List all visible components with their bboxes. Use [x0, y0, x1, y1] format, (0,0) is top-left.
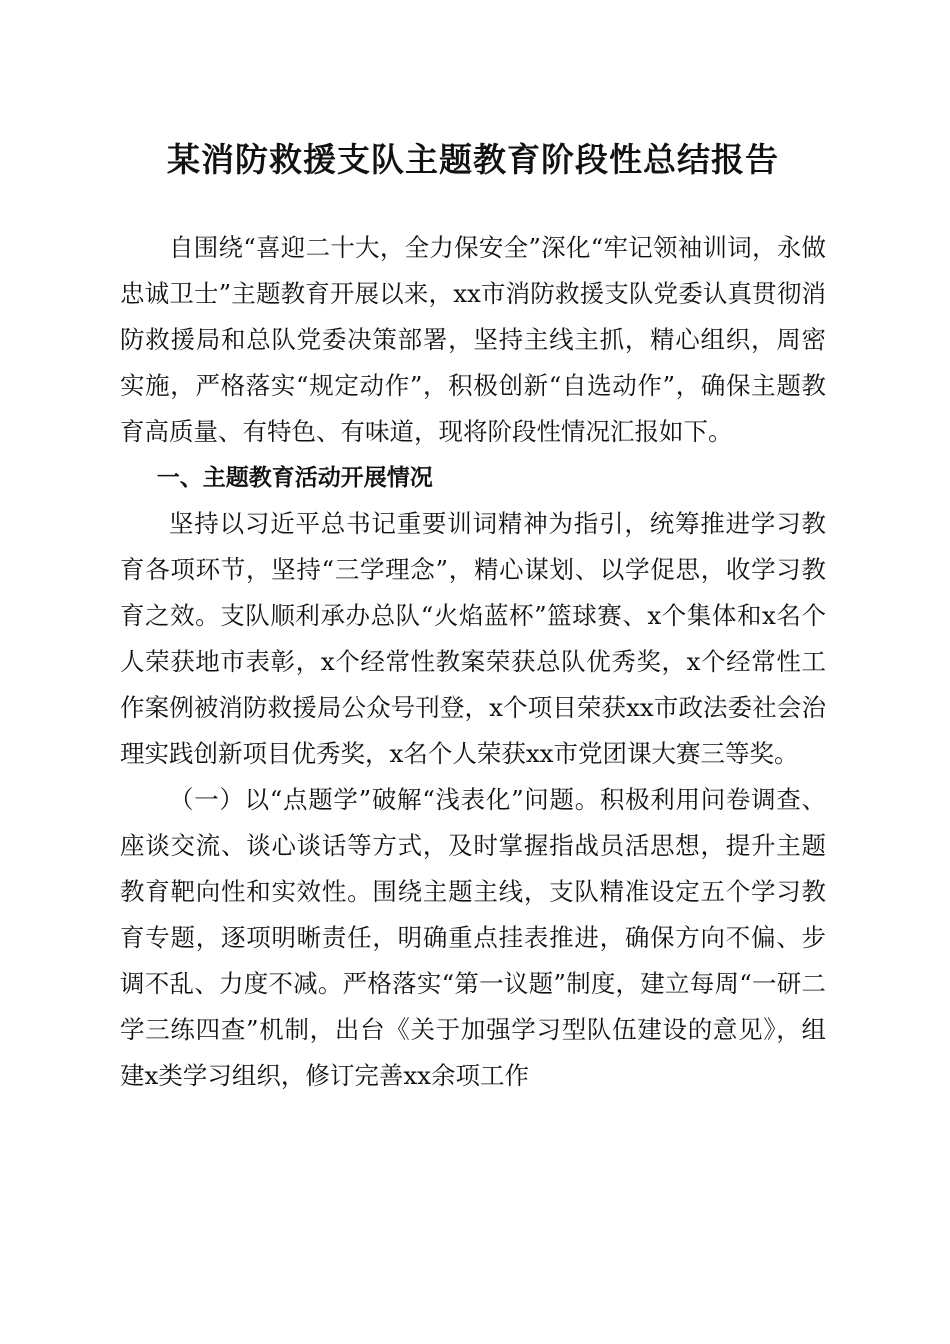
section-heading: 一、主题教育活动开展情况	[156, 465, 433, 491]
section-body-paragraph: 坚持以习近平总书记重要训词精神为指引，统筹推进学习教育各项环节，坚持“三学理念”，精心谋划、以学促思，收学习教育之效。支队顺利承办总队“火焰蓝杯”篮球赛、x个集体和x名个人荣获地市表彰，x个经常性教案荣获总队优秀奖，x个经常性工作案例被消防救援局公众号刊登，x个项目荣获xx市政法委社会治理实践创新项目优秀奖，x名个人荣获xx市党团课大赛三等奖。	[120, 509, 826, 768]
document-page	[120, 132, 826, 1099]
intro-paragraph: 自围绕“喜迎二十大，全力保安全”深化“牢记领袖训词，永做忠诚卫士”主题教育开展以来，xx市消防救援支队党委认真贯彻消防救援局和总队党委决策部署，坚持主线主抓，精心组织，周密实施，严格落实“规定动作”，积极创新“自选动作”，确保主题教育高质量、有特色、有味道，现将阶段性情况汇报如下。	[120, 233, 826, 446]
document-title: 某消防救援支队主题教育阶段性总结报告	[167, 140, 779, 179]
subsection-paragraph: （一）以“点题学”破解“浅表化”问题。积极利用问卷调查、座谈交流、谈心谈话等方式，及时掌握指战员活思想，提升主题教育靶向性和实效性。围绕主题主线，支队精准设定五个学习教育专题，逐项明晰责任，明确重点挂表推进，确保方向不偏、步调不乱、力度不减。严格落实“第一议题”制度，建立每周“一研二学三练四查”机制，出台《关于加强学习型队伍建设的意见》，组建x类学习组织，修订完善xx余项工作	[120, 785, 826, 1090]
